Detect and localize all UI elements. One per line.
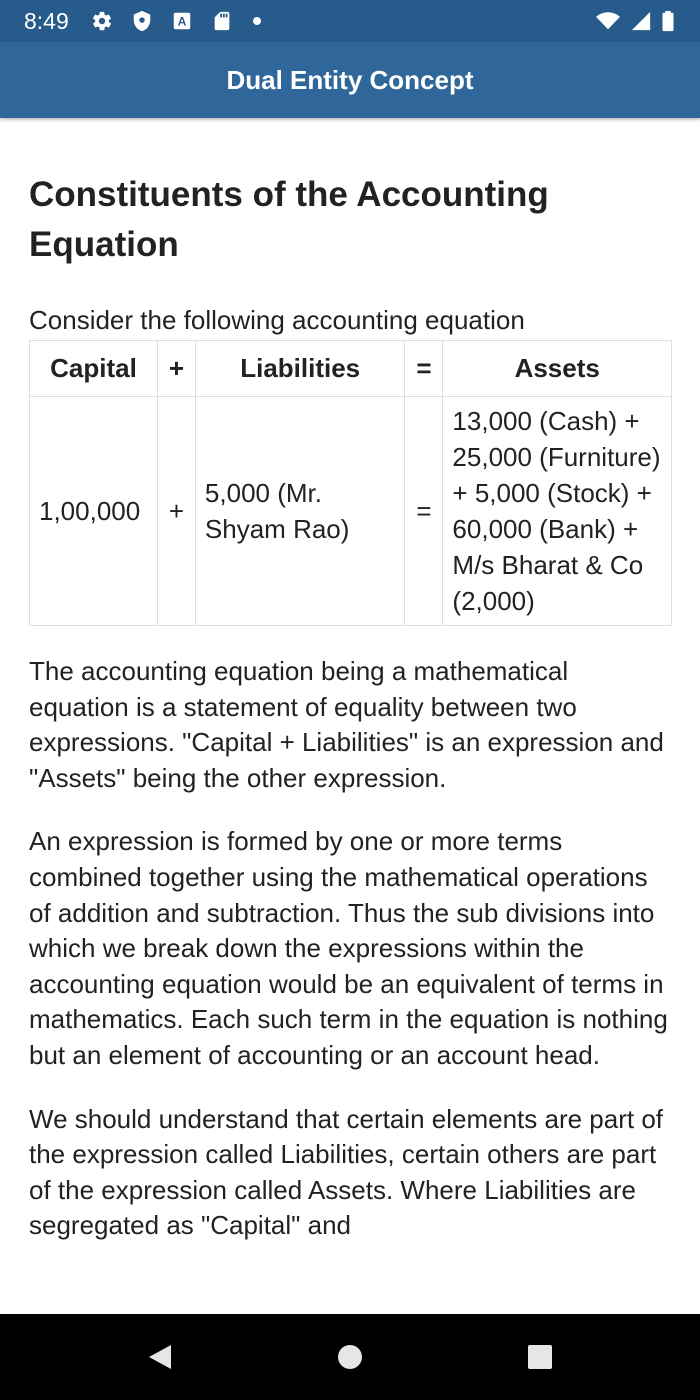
app-title: Dual Entity Concept [226, 64, 474, 95]
cell-plus: + [157, 397, 195, 626]
header-liabilities: Liabilities [195, 341, 405, 397]
battery-icon [660, 10, 676, 32]
cell-assets: 13,000 (Cash) + 25,000 (Furniture) + 5,000 (Stock) + 60,000 (Bank) + M/s Bharat & Co (2,000) [443, 397, 672, 626]
accounting-equation-table [29, 340, 672, 626]
header-assets: Assets [443, 341, 672, 397]
status-icons-right [594, 10, 676, 32]
header-equals: = [405, 341, 443, 397]
home-icon [337, 1344, 363, 1370]
header-plus: + [157, 341, 195, 397]
settings-icon [91, 10, 113, 32]
paragraph-elements: We should understand that certain elements are part of the expression called Liabilities, certain others are part of the expression called Assets. Where Liabilities are segregated as "Capital" and [29, 1103, 664, 1241]
status-bar [0, 0, 700, 42]
navigation-bar [0, 1314, 700, 1400]
recents-button[interactable] [520, 1337, 560, 1377]
cell-capital: 1,00,000 [30, 397, 158, 626]
cell-liabilities: 5,000 (Mr. Shyam Rao) [195, 397, 405, 626]
app-bar [0, 42, 700, 118]
article-content[interactable] [29, 118, 672, 1314]
dot-icon [251, 15, 263, 27]
page-heading: Constituents of the Accounting Equation [29, 175, 549, 264]
intro-text: Consider the following accounting equation [29, 305, 525, 335]
font-a-icon [171, 10, 193, 32]
sd-card-icon [211, 10, 233, 32]
back-icon [147, 1343, 173, 1371]
home-button[interactable] [330, 1337, 370, 1377]
back-button[interactable] [140, 1337, 180, 1377]
shield-icon [131, 10, 153, 32]
cell-equals: = [405, 397, 443, 626]
table-header-row [30, 341, 672, 397]
paragraph-expression: An expression is formed by one or more terms combined together using the mathematical operations of addition and subtraction. Thus the sub divisions into which we break down the expressions within the accounting equation would be an equivalent of terms in mathematics. Each such term in the equation is nothing but an element of accounting or an account head. [29, 826, 668, 1070]
status-icons-left [91, 10, 263, 32]
header-capital: Capital [30, 341, 158, 397]
status-time: 8:49 [24, 7, 69, 34]
wifi-icon [594, 10, 622, 32]
cell-signal-icon [630, 10, 652, 32]
table-row [30, 397, 672, 626]
svg-text:A: A [177, 14, 187, 29]
paragraph-equation: The accounting equation being a mathematical equation is a statement of equality between two expressions. "Capital + Liabilities" is an expression and "Assets" being the other expression. [29, 656, 664, 793]
recents-icon [527, 1344, 553, 1370]
